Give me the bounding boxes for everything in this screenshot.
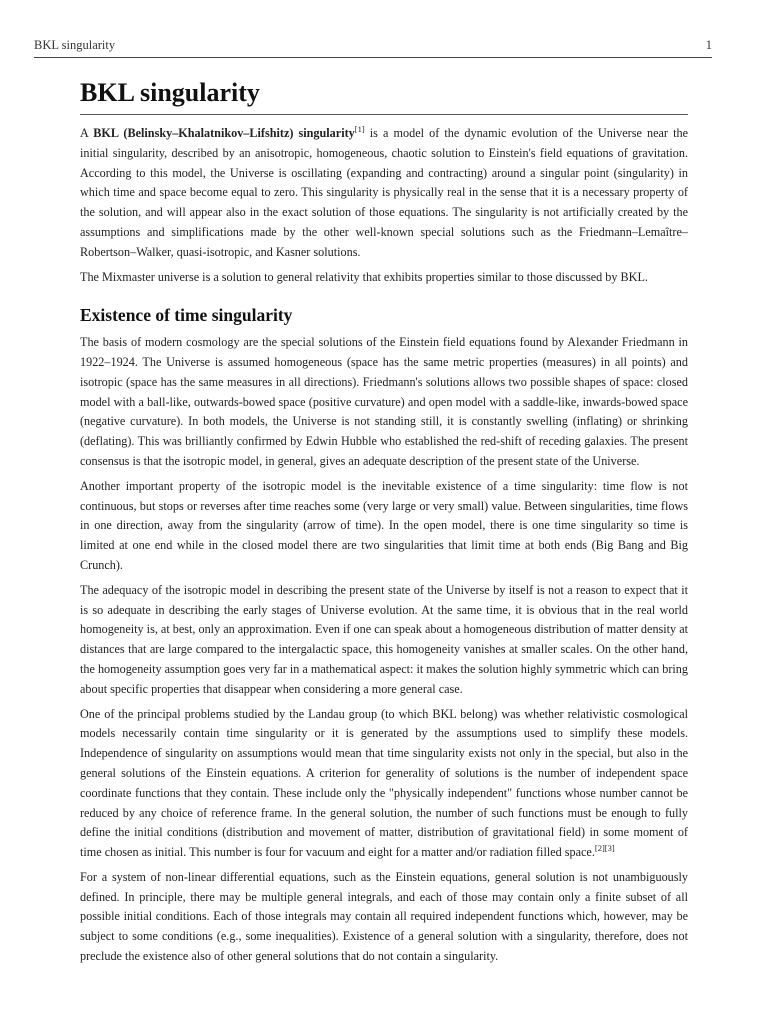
page-number: 1 [705,38,712,52]
paragraph: Another important property of the isotropic model is the inevitable existence of a time singularity: time flow is not continuous, but stops or reverses after time reaches some (very large or very small) value. Between singularities, time flows in one direction, away from the singularity (arrow of time). In the open model, there is one time singularity so time is limited at one end while in the closed model there are two singularities that limit time at both ends (Big Bang and Big Crunch). [80,478,688,572]
page-title: BKL singularity [80,78,688,115]
paragraph [80,705,688,863]
citation-link[interactable]: [1] [354,124,365,134]
intro-paragraph [80,124,688,263]
running-title: BKL singularity [34,38,116,52]
paragraph-text: One of the principal problems studied by the Landau group (to which BKL belong) was whether relativistic cosmological models necessarily contain time singularity or it is generated by the assumptions used to simplify these models. Independence of singularity on assumptions would mean that time singularity exists not only in the special, but also in the general solutions of the Einstein equations. A criterion for generality of solutions is the number of independent space coordinate functions that they contain. These include only the "physically independent" functions whose number cannot be reduced by any choice of reference frame. In the general solution, the number of such functions must be enough to fully define the initial conditions (distribution and movement of matter, distribution of gravitational field) in some moment of time chosen as initial. This number is four for vacuum and eight for a matter and/or radiation filled space. [80,706,688,860]
intro-lead: A [80,126,94,140]
intro-text: is a model of the dynamic evolution of the Universe near the initial singularity, described by an anisotropic, homogeneous, chaotic solution to Einstein's field equations of gravitation. According to this model, the Universe is oscillating (expanding and contracting) around a singular point (singularity) in which time and space become equal to zero. This singularity is physically real in the sense that it is a necessary property of the solution, and will appear also in the exact solution of those equations. The singularity is not artificially created by the assumptions and simplifications made by the other well-known special solutions such as the Friedmann–Lemaître–Robertson–Walker, quasi-isotropic, and Kasner solutions. [80,126,688,259]
intro-bold-term: BKL (Belinsky–Khalatnikov–Lifshitz) singularity [93,126,355,140]
paragraph: The basis of modern cosmology are the special solutions of the Einstein field equations found by Alexander Friedmann in 1922–1924. The Universe is assumed homogeneous (space has the same metric properties (measures) in all points) and isotropic (space has the same measures in all directions). Friedmann's solutions allows two possible shapes of space: closed model with a ball-like, outwards-bowed space (positive curvature) and open model with a saddle-like, inwards-bowed space (negative curvature). In both models, the Universe is not standing still, it is constantly swelling (inflating) or shrinking (deflating). This was brilliantly confirmed by Edwin Hubble who established the red-shift of receding galaxies. The present consensus is that the isotropic model, in general, gives an adequate description of the present state of the Universe. [80,335,688,468]
citation-link[interactable]: [2][3] [594,843,615,854]
section-heading: Existence of time singularity [80,305,293,326]
paragraph: For a system of non-linear differential equations, such as the Einstein equations, general solution is not unambiguously defined. In principle, there may be multiple general integrals, and each of those may contain only a finite subset of all possible initial conditions. Each of those integrals may contain all required independent functions which, however, may be subject to some conditions (e.g., some inequalities). Existence of a general solution with a singularity, therefore, does not preclude the existence also of other general solutions that do not contain a singularity. [80,869,688,964]
article-body [80,124,688,972]
page-header [34,38,712,58]
paragraph: The adequacy of the isotropic model in describing the present state of the Universe by itself is not a reason to expect that it is so adequate in describing the early stages of Universe evolution. At the same time, it is obvious that in the real world homogeneity is, at best, only an approximation. Even if one can speak about a homogeneous distribution of matter density at distances that are large compared to the intergalactic space, this homogeneity vanishes at smaller scales. On the other hand, the homogeneity assumption goes very far in a mathematical aspect: it makes the solution highly symmetric which can bring about specific properties that disappear when considering a more general case. [80,582,688,696]
paragraph: The Mixmaster universe is a solution to general relativity that exhibits properties similar to those discussed by BKL. [80,269,648,284]
